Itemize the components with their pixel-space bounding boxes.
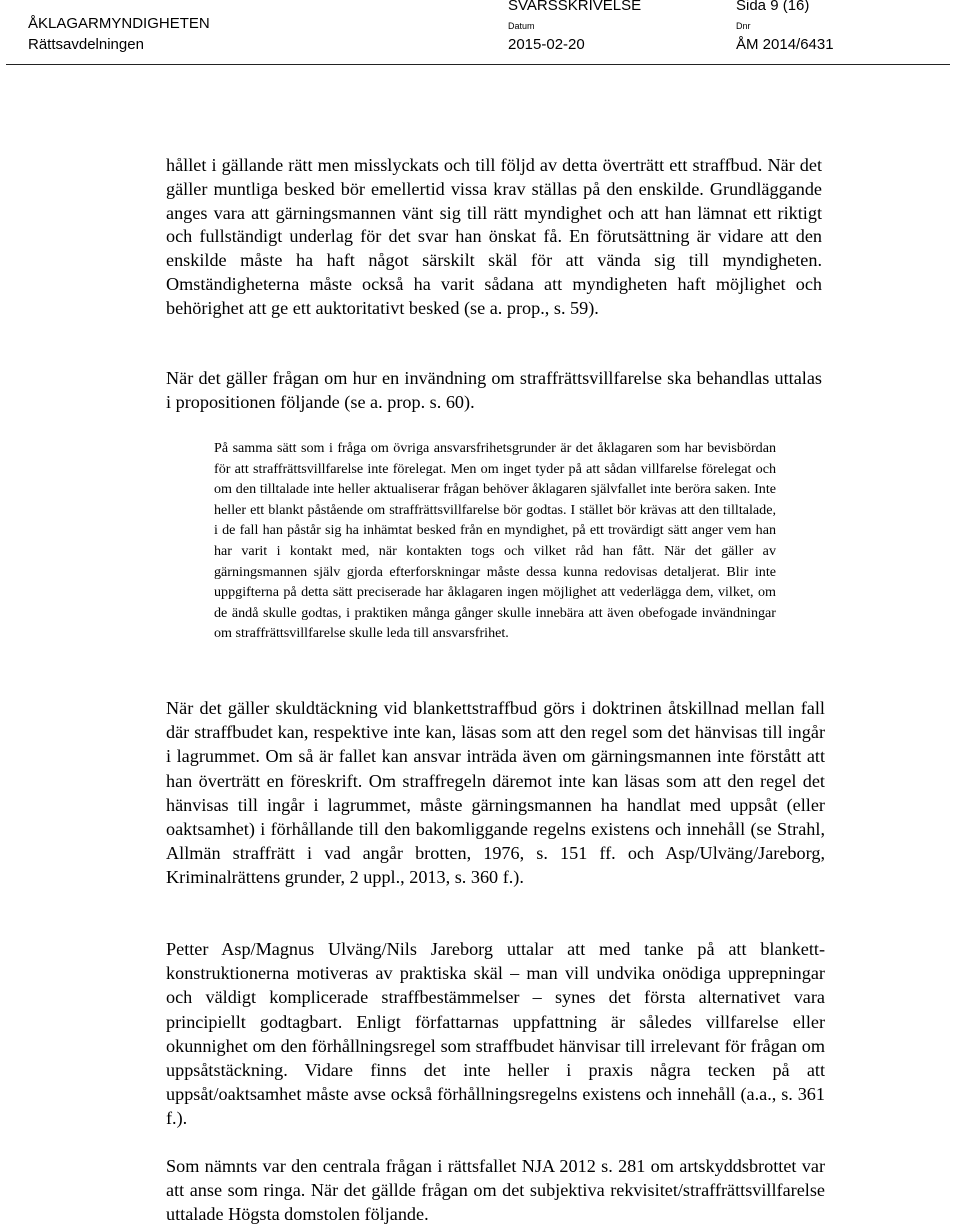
block-quote: På samma sätt som i fråga om övriga ansvarsfrihetsgrunder är det åklagaren som har bevisbördan för att straffrättsvillfarelse inte förelegat. Men om inget tyder på att sådan villfarelse förelegat och om den tilltalade inte heller aktualiserar frågan behöver åklagaren självfallet inte beröra saken. Inte heller ett blankt påstående om straffrättsvillfarelse bör godtas. I stället bör krävas att den tilltalade, i de fall han påstår sig ha inhämtat besked från en myndighet, på ett trovärdigt sätt anger vem han har varit i kontakt med, när kontakten togs och vilket råd han fått. När det gäller av gärningsmannen själv gjorda efterforskningar måste dessa kunna redovisas detaljerat. Blir inte uppgifterna på detta sätt preciserade har åklagaren ingen möjlighet att vederlägga dem, vilket, om de ändå skulle godtas, i praktiken många gånger skulle innebära att även obefogade invändningar om straffrättsvillfarelse skulle leda till ansvarsfrihet. xyxy=(214,440,776,642)
paragraph-2: När det gäller frågan om hur en invändning om straffrättsvillfarelse ska behandlas uttalas i propositionen följande (se a. prop. s. 60). xyxy=(166,368,822,412)
department-name: Rättsavdelningen xyxy=(28,36,144,53)
paragraph-5: Som nämnts var den centrala frågan i rättsfallet NJA 2012 s. 281 om artskyddsbrottet var att anse som ringa. När det gällde frågan om det subjektiva rekvisitet/straffrättsvillfarelse uttalade Högsta domstolen följande. xyxy=(166,1156,825,1225)
document-date: 2015-02-20 xyxy=(508,36,585,53)
case-number: ÅM 2014/6431 xyxy=(736,36,834,53)
document-type: SVARSSKRIVELSE xyxy=(508,0,642,14)
dnr-label: Dnr xyxy=(736,21,751,31)
paragraph-1: hållet i gällande rätt men misslyckats och till följd av detta överträtt ett straffbud. När det gäller muntliga besked bör emellertid vissa krav ställas på den enskilde. Grundläggande anges vara att gärningsmannen vänt sig till rätt myndighet och att han lämnat ett riktigt och fullständigt underlag för det svar han önskat få. En förutsättning är vidare att den enskilde måste ha haft något särskilt skäl för att vända sig till myndigheten. Omständigheterna måste också ha varit sådana att myndigheten haft möjlighet och behörighet att ge ett auktoritativt besked (se a. prop., s. 59). xyxy=(166,155,822,318)
paragraph-4: Petter Asp/Magnus Ulväng/Nils Jareborg uttalar att med tanke på att blankettkonstruktionerna motiveras av praktiska skäl – man vill undvika onödiga upprepningar och väldigt komplicerade straffbestämmelser – synes det första alternativet vara principiellt godtagbart. Enligt författarnas uppfattning är således villfarelse eller okunnighet om den förhållningsregel som straffbudet hänvisar till irrelevant för frågan om uppsåtstäckning. Vidare finns det inte heller i praxis några tecken på att uppsåt/oaktsamhet måste avse också förhållningsregelns existens och innehåll (a.a., s. 361 f.). xyxy=(166,939,825,1129)
date-label: Datum xyxy=(508,21,535,31)
document-header xyxy=(0,0,960,60)
paragraph-3: När det gäller skuldtäckning vid blankettstraffbud görs i doktrinen åtskillnad mellan fall där straffbudet kan, respektive inte kan, läsas som att den regel som det hänvisas till ingår i lagrummet. Om så är fallet kan ansvar inträda även om gärningsmannen inte förstått att han överträtt en föreskrift. Om straffregeln däremot inte kan läsas som att den regel det hänvisas till ingår i lagrummet, måste gärningsmannen ha handlat med uppsåt (eller oaktsamhet) i förhållande till den bakomliggande regelns existens och innehåll (se Strahl, Allmän straffrätt i vad angår brotten, 1976, s. 151 ff. och Asp/Ulväng/Jareborg, Kriminalrättens grunder, 2 uppl., 2013, s. 360 f.). xyxy=(166,698,825,888)
org-name: ÅKLAGARMYNDIGHETEN xyxy=(28,15,210,32)
page-number: Sida 9 (16) xyxy=(736,0,810,14)
header-divider xyxy=(6,64,950,65)
